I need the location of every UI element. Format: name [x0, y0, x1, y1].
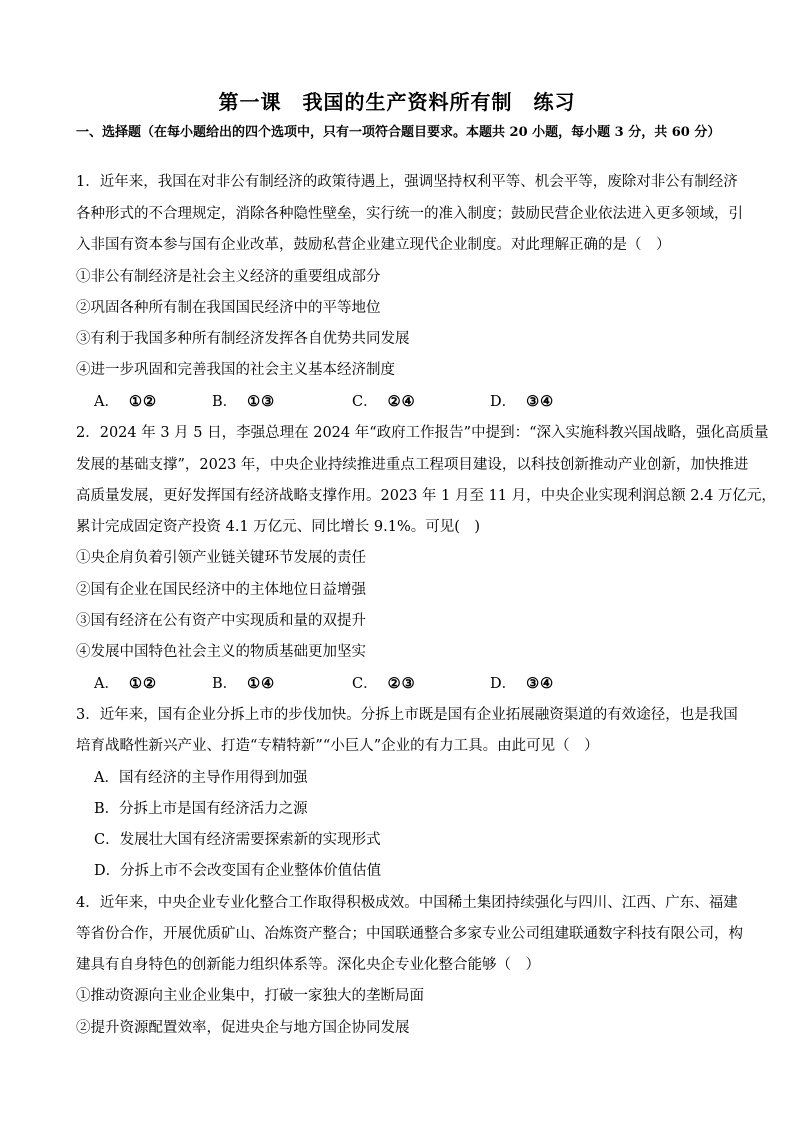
page-title: 第一课 我国的生产资料所有制 练习 — [218, 90, 576, 114]
question-2-line-2: 发展的基础支撑”，2023 年，中央企业持续推进重点工程项目建设，以科技创新推动产业创新，加快推进 — [76, 457, 749, 473]
choice-d[interactable]: D． ③④ — [490, 393, 555, 410]
question-2-line-4: 累计完成固定资产投资 4.1 万亿元、同比增长 9.1%。可见( ) — [76, 519, 481, 535]
question-1-line-3: 入非国有资本参与国有企业改革，鼓励私营企业建立现代企业制度。对此理解正确的是（ ） — [76, 237, 671, 253]
question-3-option-c[interactable]: C．发展壮大国有经济需要探索新的实现形式 — [94, 832, 381, 848]
question-3-line-1: 3．近年来，国有企业分拆上市的步伐加快。分拆上市既是国有企业拓展融资渠道的有效途径，也是我国 — [76, 707, 738, 723]
question-4-line-2: 等省份合作，开展优质矿山、冶炼资产整合；中国联通整合多家专业公司组建联通数字科技有限公司，构 — [76, 926, 743, 942]
choice-c[interactable]: C． ②③ — [352, 675, 416, 692]
question-2-statement-3: ③国有经济在公有资产中实现质和量的双提升 — [76, 613, 366, 629]
question-1-line-2: 各种形式的不合理规定，消除各种隐性壁垒，实行统一的准入制度；鼓励民营企业依法进入更多领域，引 — [76, 206, 743, 222]
section-instructions: 一、选择题（在每小题给出的四个选项中，只有一项符合题目要求。本题共 20 小题，每小题 3 分，共 60 分） — [76, 125, 721, 140]
question-2-line-1: 2．2024 年 3 月 5 日，李强总理在 2024 年“政府工作报告”中提到：“深入实施科教兴国战略，强化高质量 — [76, 425, 769, 441]
question-1-statement-4: ④进一步巩固和完善我国的社会主义基本经济制度 — [76, 362, 395, 378]
question-2-statement-4: ④发展中国特色社会主义的物质基础更加坚实 — [76, 644, 366, 660]
question-4-line-1: 4．近年来，中央企业专业化整合工作取得积极成效。中国稀土集团持续强化与四川、江西、广东、福建 — [76, 895, 738, 911]
question-1-choices — [94, 392, 614, 412]
choice-a[interactable]: A． ①② — [94, 675, 157, 692]
question-4-statement-1: ①推动资源向主业企业集中，打破一家独大的垄断局面 — [76, 988, 424, 1004]
question-3-option-a[interactable]: A．国有经济的主导作用得到加强 — [94, 770, 308, 786]
choice-b[interactable]: B． ①③ — [212, 393, 276, 410]
question-1-statement-1: ①非公有制经济是社会主义经济的重要组成部分 — [76, 269, 381, 285]
question-1-statement-2: ②巩固各种所有制在我国国民经济中的平等地位 — [76, 300, 381, 316]
question-3-option-d[interactable]: D．分拆上市不会改变国有企业整体价值估值 — [94, 863, 382, 879]
choice-d[interactable]: D． ③④ — [490, 675, 555, 692]
question-2-line-3: 高质量发展，更好发挥国有经济战略支撑作用。2023 年 1 月至 11 月，中央企业实现利润总额 2.4 万亿元， — [76, 488, 776, 504]
choice-a[interactable]: A． ①② — [94, 393, 157, 410]
question-1-line-1: 1．近年来，我国在对非公有制经济的政策待遇上，强调坚持权利平等、机会平等，废除对非公有制经济 — [76, 174, 738, 190]
question-2-statement-1: ①央企肩负着引领产业链关键环节发展的责任 — [76, 550, 366, 566]
question-2-statement-2: ②国有企业在国民经济中的主体地位日益增强 — [76, 582, 366, 598]
question-3-line-2: 培育战略性新兴产业、打造“专精特新”“小巨人”企业的有力工具。由此可见（ ） — [76, 738, 599, 754]
question-2-choices — [94, 674, 614, 694]
question-1-statement-3: ③有利于我国多种所有制经济发挥各自优势共同发展 — [76, 331, 410, 347]
question-3-option-b[interactable]: B．分拆上市是国有经济活力之源 — [94, 801, 308, 817]
choice-b[interactable]: B． ①④ — [212, 675, 276, 692]
question-4-statement-2: ②提升资源配置效率，促进央企与地方国企协同发展 — [76, 1020, 410, 1036]
question-4-line-3: 建具有自身特色的创新能力组织体系等。深化央企专业化整合能够（ ） — [76, 957, 540, 973]
choice-c[interactable]: C． ②④ — [352, 393, 416, 410]
